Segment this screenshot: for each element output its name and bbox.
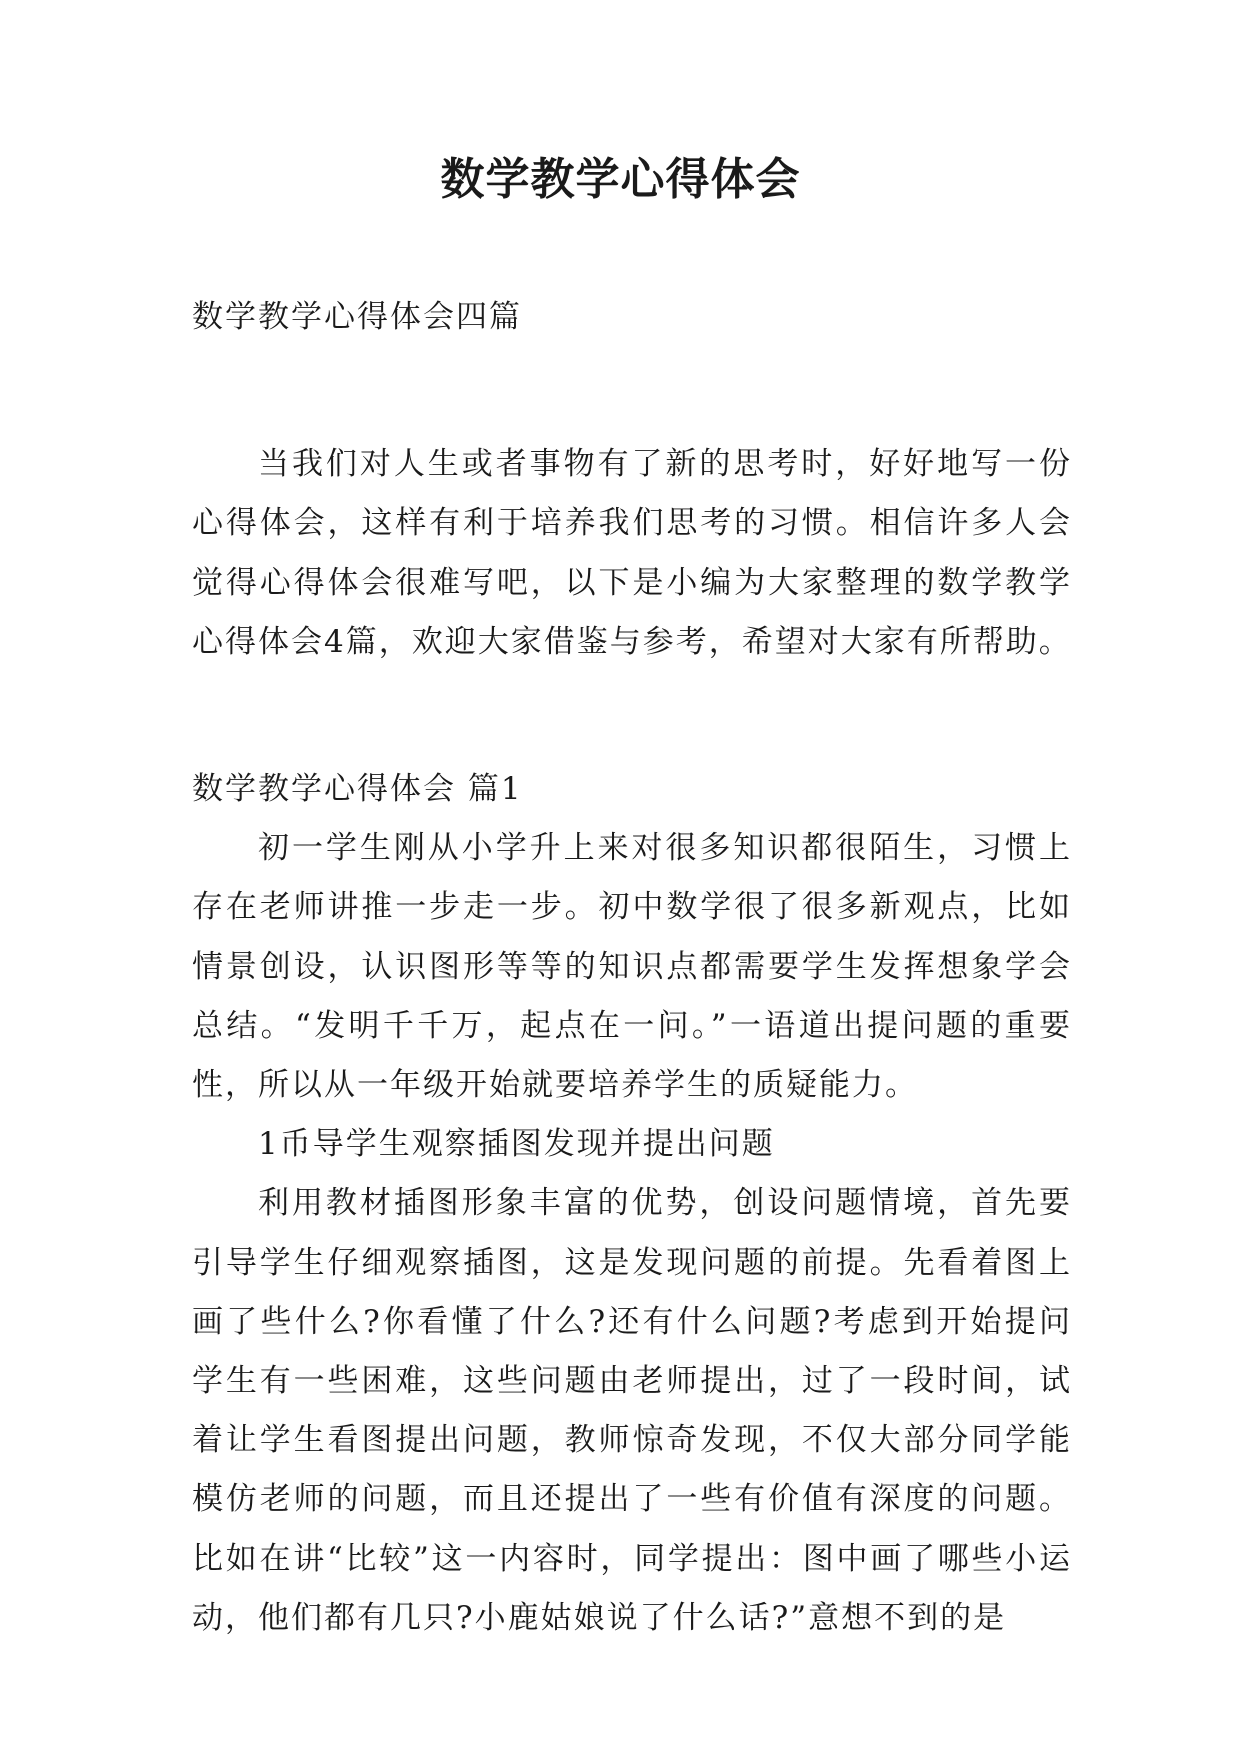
document-title: 数学教学心得体会 bbox=[440, 154, 801, 205]
intro-paragraph: 当我们对人生或者事物有了新的思考时，好好地写一份心得体会，这样有利于培养我们思考的习惯。相信许多人会觉得心得体会很难写吧，以下是小编为大家整理的数学教学心得体会4篇，欢迎大家借鉴与参考，希望对大家有所帮助。 bbox=[192, 446, 1072, 660]
section-heading: 数学教学心得体会 篇1 bbox=[192, 771, 523, 808]
document-subtitle: 数学教学心得体会四篇 bbox=[192, 299, 522, 335]
body-paragraph: 初一学生刚从小学升上来对很多知识都很陌生，习惯上存在老师讲推一步走一步。初中数学很了很多新观点，比如情景创设，认识图形等等的知识点都需要学生发挥想象学会总结。“发明千千万，起点在一问。”一语道出提问题的重要性，所以从一年级开始就要培养学生的质疑能力。 bbox=[192, 830, 1072, 1104]
document-body bbox=[192, 288, 1072, 1648]
sub-heading: 1币导学生观察插图发现并提出问题 bbox=[258, 1126, 775, 1163]
body-paragraph: 利用教材插图形象丰富的优势，创设问题情境，首先要引导学生仔细观察插图，这是发现问题的前提。先看着图上画了些什么?你看懂了什么?还有什么问题?考虑到开始提问学生有一些困难，这些问题由老师提出，过了一段时间，试着让学生看图提出问题，教师惊奇发现，不仅大部分同学能模仿老师的问题，而且还提出了一些有价值有深度的问题。比如在讲“比较”这一内容时，同学提出：图中画了哪些小运动，他们都有几只?小鹿姑娘说了什么话?”意想不到的是 bbox=[192, 1185, 1072, 1636]
